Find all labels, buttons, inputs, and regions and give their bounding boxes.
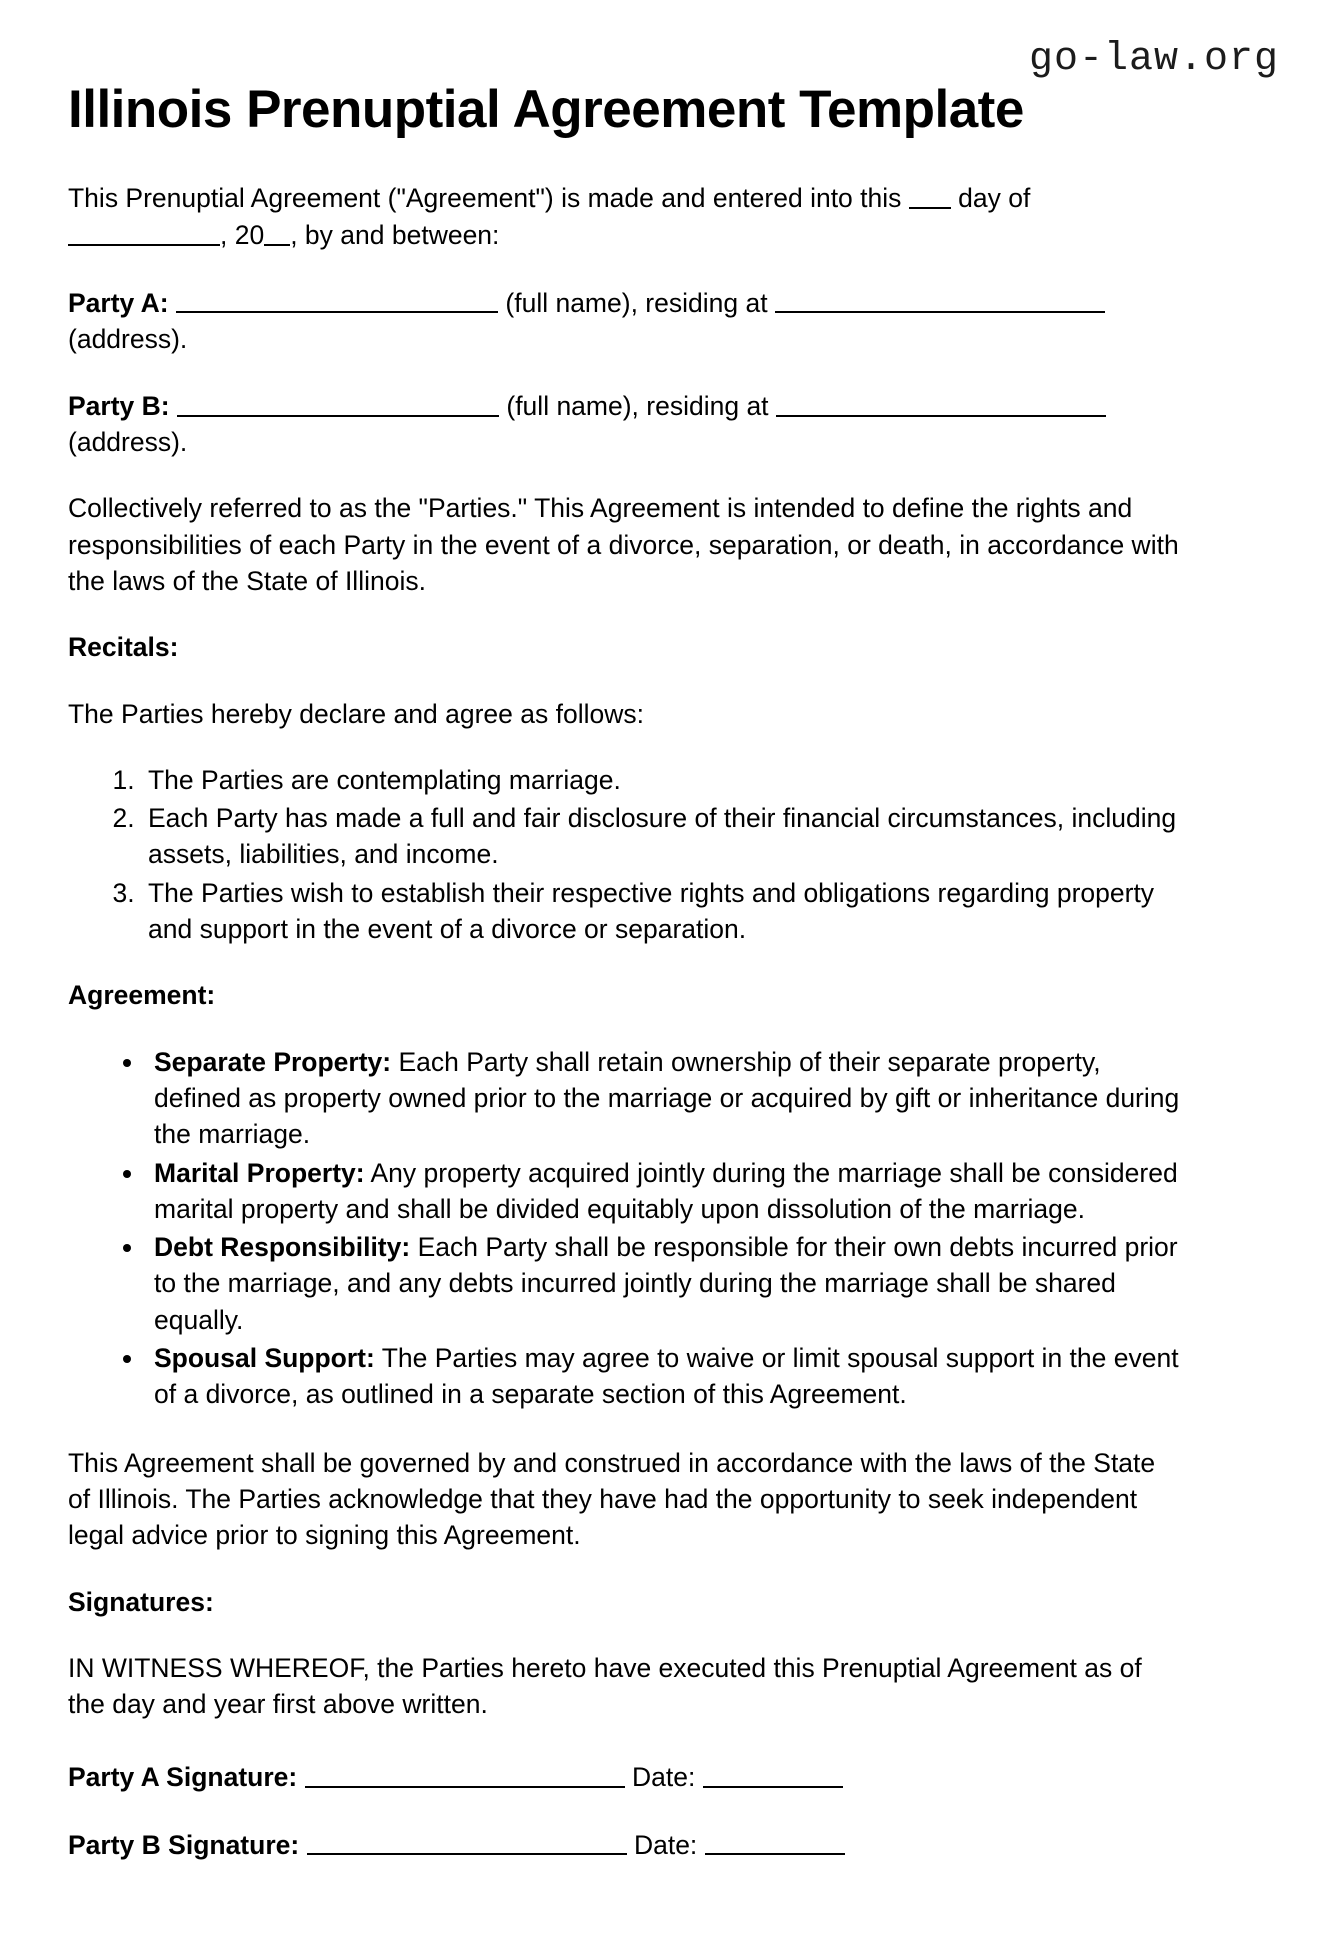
party-b-signature-label: Party B Signature: xyxy=(68,1829,300,1860)
month-blank[interactable] xyxy=(68,216,220,246)
party-b-date-blank[interactable] xyxy=(705,1826,845,1856)
witness-paragraph: IN WITNESS WHEREOF, the Parties hereto have executed this Prenuptial Agreement as of the day and year first above written. xyxy=(68,1652,1142,1720)
day-blank[interactable] xyxy=(909,179,951,209)
list-item: 2. Each Party has made a full and fair disclosure of their financial circumstances, including assets, liabilities, and income. xyxy=(142,800,1181,873)
list-item xyxy=(146,1229,1181,1338)
recitals-heading: Recitals: xyxy=(68,632,179,663)
party-a-label: Party A: xyxy=(68,287,169,318)
recitals-list xyxy=(68,762,1181,947)
party-a-line xyxy=(68,284,1181,357)
agreement-term: Debt Responsibility: xyxy=(154,1232,411,1263)
party-b-name-blank[interactable] xyxy=(177,387,499,417)
agreement-text: Each Party shall retain ownership of their separate property, defined as property owned prior to the marriage or acquired by gift or inheritance during the marriage. xyxy=(154,1046,1180,1150)
agreement-term: Spousal Support: xyxy=(154,1343,375,1374)
recitals-lead: The Parties hereby declare and agree as follows: xyxy=(68,698,644,729)
list-item xyxy=(146,1340,1181,1413)
intro-text-part2: day of xyxy=(958,183,1031,214)
agreement-list xyxy=(68,1044,1181,1413)
agreement-term: Marital Property: xyxy=(154,1157,365,1188)
signatures-heading: Signatures: xyxy=(68,1586,214,1617)
list-item xyxy=(146,1044,1181,1153)
party-b-date-label: Date: xyxy=(633,1829,698,1860)
party-a-address-hint: (address). xyxy=(68,323,188,354)
year-blank[interactable] xyxy=(264,216,290,246)
party-a-name-blank[interactable] xyxy=(176,284,498,314)
party-a-signature-row xyxy=(68,1758,1181,1795)
agreement-text: Each Party shall be responsible for their own debts incurred prior to the marriage, and any debts incurred jointly during the marriage shall be shared equally. xyxy=(154,1232,1178,1335)
page-title: Illinois Prenuptial Agreement Template xyxy=(68,80,1024,139)
intro-text-part1: This Prenuptial Agreement ("Agreement") is made and entered into this xyxy=(68,183,902,214)
party-b-line xyxy=(68,387,1181,460)
party-a-date-label: Date: xyxy=(631,1762,696,1793)
party-b-fullname-hint: (full name), residing at xyxy=(506,390,769,421)
party-b-address-hint: (address). xyxy=(68,427,188,458)
party-a-signature-blank[interactable] xyxy=(305,1758,625,1788)
party-b-signature-row xyxy=(68,1826,1181,1863)
agreement-heading: Agreement: xyxy=(68,980,216,1011)
list-item xyxy=(146,1155,1181,1228)
party-b-signature-blank[interactable] xyxy=(307,1826,627,1856)
party-a-address-blank[interactable] xyxy=(775,284,1105,314)
party-b-label: Party B: xyxy=(68,390,170,421)
intro-text-part3: , 20 xyxy=(220,220,265,251)
party-a-date-blank[interactable] xyxy=(703,1758,843,1788)
collective-paragraph: Collectively referred to as the "Parties." This Agreement is intended to define the rights and responsibilities of each Party in the event of a divorce, separation, or death, in accordance with the laws of the State of Illinois. xyxy=(68,493,1179,596)
party-a-signature-label: Party A Signature: xyxy=(68,1762,298,1793)
list-item: 3. The Parties wish to establish their respective rights and obligations regarding property and support in the event of a divorce or separation. xyxy=(142,875,1181,948)
intro-paragraph xyxy=(68,179,1181,253)
agreement-term: Separate Property: xyxy=(154,1046,392,1077)
site-watermark: go-law.org xyxy=(1028,37,1279,82)
agreement-text: Any property acquired jointly during the marriage shall be considered marital property and shall be divided equitably upon dissolution of the marriage. xyxy=(154,1157,1178,1224)
party-a-fullname-hint: (full name), residing at xyxy=(505,287,768,318)
intro-text-part4: , by and between: xyxy=(290,220,500,251)
governing-law-paragraph: This Agreement shall be governed by and construed in accordance with the laws of the State of Illinois. The Parties acknowledge that they have had the opportunity to seek independent legal advice prior to signing this Agreement. xyxy=(68,1447,1156,1551)
party-b-address-blank[interactable] xyxy=(776,387,1106,417)
agreement-text: The Parties may agree to waive or limit spousal support in the event of a divorce, as outlined in a separate section of this Agreement. xyxy=(154,1343,1179,1410)
list-item: 1. The Parties are contemplating marriage. xyxy=(142,762,1181,798)
